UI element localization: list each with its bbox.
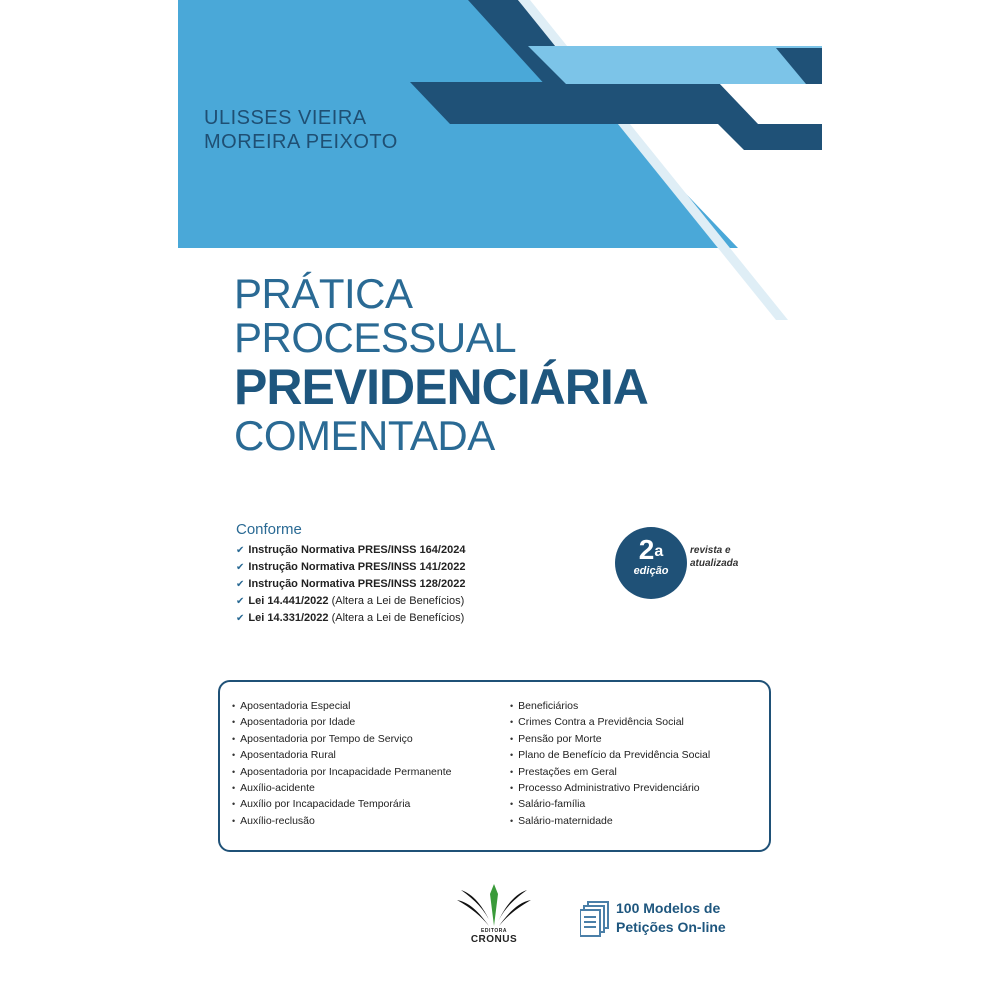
- author-line-1: ULISSES VIEIRA: [204, 107, 367, 129]
- book-cover: [178, 0, 822, 1000]
- conforme-item: ✔ Instrução Normativa PRES/INSS 164/2024: [236, 544, 466, 556]
- topics-column-1: [232, 698, 451, 829]
- conforme-item: ✔ Lei 14.331/2022 (Altera a Lei de Benefícios): [236, 612, 465, 624]
- list-item: • Aposentadoria por Idade: [232, 716, 356, 729]
- list-item: • Auxílio-reclusão: [232, 814, 315, 827]
- publisher-logo: [455, 884, 533, 954]
- list-item: • Crimes Contra a Previdência Social: [510, 716, 684, 729]
- topics-column-2: [510, 698, 710, 829]
- bullet-icon: •: [510, 717, 514, 728]
- edition-label: edição: [633, 565, 669, 577]
- publisher-emblem-icon: [455, 884, 533, 930]
- online-models-text: 100 Modelos de Petições On-line: [616, 900, 726, 935]
- list-item: • Aposentadoria Rural: [232, 749, 336, 762]
- bullet-icon: •: [232, 815, 236, 826]
- banner-lower-band: [718, 124, 822, 150]
- list-item: • Salário-maternidade: [510, 814, 613, 827]
- list-item: • Beneficiários: [510, 700, 579, 712]
- list-item: • Prestações em Geral: [510, 765, 617, 778]
- bullet-icon: •: [232, 766, 236, 777]
- bullet-icon: •: [510, 815, 514, 826]
- bullet-icon: •: [232, 717, 236, 728]
- bullet-icon: •: [232, 750, 236, 761]
- bullet-icon: •: [510, 766, 514, 777]
- list-item: • Aposentadoria Especial: [232, 700, 351, 712]
- bullet-icon: •: [510, 733, 514, 744]
- author-name: [204, 106, 398, 154]
- list-item: • Aposentadoria por Tempo de Serviço: [232, 732, 413, 745]
- conforme-heading: Conforme: [236, 521, 302, 538]
- check-icon: ✔: [236, 596, 245, 607]
- edition-number: 2$^a$: [638, 534, 664, 565]
- bullet-icon: •: [232, 701, 236, 711]
- bullet-icon: •: [510, 701, 514, 711]
- topics-box: [218, 680, 771, 852]
- title-line-1: PRÁTICA: [234, 270, 413, 317]
- list-item: • Salário-família: [510, 798, 586, 811]
- author-line-2: MOREIRA PEIXOTO: [204, 131, 398, 153]
- conforme-item: ✔ Instrução Normativa PRES/INSS 128/2022: [236, 578, 466, 590]
- conforme-item: ✔ Lei 14.441/2022 (Altera a Lei de Benefícios): [236, 595, 465, 607]
- conforme-list: [236, 542, 465, 627]
- list-item: • Processo Administrativo Previdenciário: [510, 782, 700, 795]
- bullet-icon: •: [510, 750, 514, 761]
- edition-note: revista e atualizada: [690, 545, 739, 569]
- banner-light-band: [528, 46, 822, 84]
- title-line-3: PREVIDENCIÁRIA: [234, 359, 648, 415]
- check-icon: ✔: [236, 613, 245, 624]
- book-title: [234, 272, 648, 458]
- check-icon: ✔: [236, 579, 245, 590]
- online-models-badge: [576, 898, 756, 942]
- bullet-icon: •: [232, 733, 236, 744]
- bullet-icon: •: [232, 799, 236, 810]
- title-line-2: PROCESSUAL: [234, 314, 517, 361]
- publisher-name: EDITORA CRONUS: [470, 928, 518, 945]
- list-item: • Pensão por Morte: [510, 732, 602, 745]
- bullet-icon: •: [510, 799, 514, 810]
- banner-dark-band: [410, 82, 758, 124]
- edition-badge: [615, 527, 687, 599]
- list-item: • Plano de Benefício da Previdência Social: [510, 749, 711, 762]
- list-item: • Auxílio por Incapacidade Temporária: [232, 798, 411, 811]
- list-item: • Aposentadoria por Incapacidade Permanente: [232, 765, 452, 778]
- title-line-4: COMENTADA: [234, 412, 495, 459]
- check-icon: ✔: [236, 545, 245, 556]
- bullet-icon: •: [232, 783, 236, 794]
- list-item: • Auxílio-acidente: [232, 782, 315, 795]
- bullet-icon: •: [510, 783, 514, 794]
- conforme-item: ✔ Instrução Normativa PRES/INSS 141/2022: [236, 561, 466, 573]
- check-icon: ✔: [236, 562, 245, 573]
- documents-icon: [580, 900, 612, 938]
